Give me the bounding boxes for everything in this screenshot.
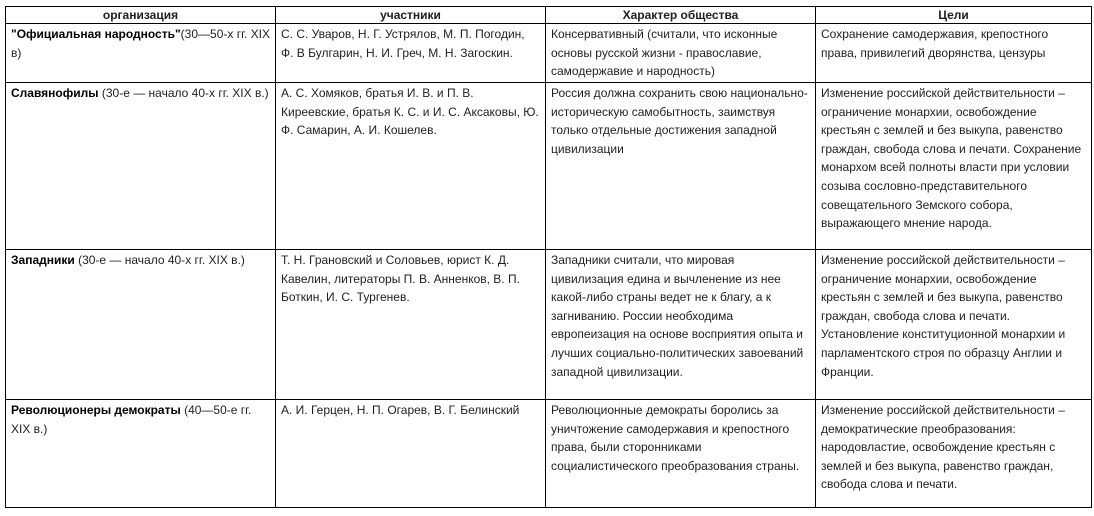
table-row	[6, 83, 1092, 250]
comparison-table	[5, 6, 1092, 508]
goals-cell: Изменение российской действительности – ограничение монархии, освобождение крестьян с землей и без выкупа, равенство граждан, свобода слова и печати. Сохранение монархом всей полноты власти при условии созыва сословно-представительного совещательного Земского собора, выражающего мнение народа.	[816, 83, 1092, 250]
organization-name: Славянофилы	[11, 86, 99, 100]
goals-cell: Изменение российской действительности – демократические преобразования: народовластие, освобождение крестьян с землей и без выкупа, равенство граждан, свобода слова и печати.	[816, 400, 1092, 508]
organization-cell	[6, 250, 276, 400]
character-cell: Западники считали, что мировая цивилизация едина и вычленение из нее какой-либо страны ведет не к благу, а к загниванию. России необходима европеизация на основе восприятия опыта и лучших социально-политических завоеваний западной цивилизации.	[546, 250, 816, 400]
organization-period: (30-е — начало 40-х гг. XIX в.)	[98, 86, 269, 100]
participants-cell: С. С. Уваров, Н. Г. Устрялов, М. П. Погодин, Ф. В Булгарин, Н. И. Греч, М. Н. Загоскин.	[276, 24, 546, 83]
goals-cell: Изменение российской действительности – ограничение монархии, освобождение крестьян с землей и без выкупа, равенство граждан, свобода слова и печати. Установление конституционной монархии и парламентского строя по образцу Англии и Франции.	[816, 250, 1092, 400]
organization-cell	[6, 83, 276, 250]
organization-period: (30-е — начало 40-х гг. XIX в.)	[74, 253, 245, 267]
organization-cell	[6, 400, 276, 508]
goals-cell: Сохранение самодержавия, крепостного права, привилегий дворянства, цензуры	[816, 24, 1092, 83]
organization-period: (40—50-е гг. XIX в.)	[11, 403, 252, 436]
comparison-table-wrapper	[5, 6, 1092, 508]
participants-cell: А. И. Герцен, Н. П. Огарев, В. Г. Белинский	[276, 400, 546, 508]
header-row	[6, 7, 1092, 24]
table-row	[6, 24, 1092, 83]
character-cell: Консервативный (считали, что исконные основы русской жизни - православие, самодержавие и народность)	[546, 24, 816, 83]
header-goals: Цели	[816, 7, 1092, 24]
table-row	[6, 250, 1092, 400]
header-character: Характер общества	[546, 7, 816, 24]
table-row	[6, 400, 1092, 508]
header-organization: организация	[6, 7, 276, 24]
organization-cell	[6, 24, 276, 83]
header-participants: участники	[276, 7, 546, 24]
character-cell: Революционные демократы боролись за уничтожение самодержавия и крепостного права, были сторонниками социалистического преобразования страны.	[546, 400, 816, 508]
participants-cell: Т. Н. Грановский и Соловьев, юрист К. Д. Кавелин, литераторы П. В. Анненков, В. П. Боткин, И. С. Тургенев.	[276, 250, 546, 400]
organization-name: Западники	[11, 253, 75, 267]
organization-period: (30—50-х гг. XIX в)	[11, 27, 270, 60]
organization-name: Революционеры демократы	[11, 403, 181, 417]
character-cell: Россия должна сохранить свою национально-историческую самобытность, заимствуя только отдельные достижения западной цивилизации	[546, 83, 816, 250]
organization-name: "Официальная народность"	[11, 27, 181, 41]
participants-cell: А. С. Хомяков, братья И. В. и П. В. Киреевские, братья К. С. и И. С. Аксаковы, Ю. Ф. Самарин, А. И. Кошелев.	[276, 83, 546, 250]
